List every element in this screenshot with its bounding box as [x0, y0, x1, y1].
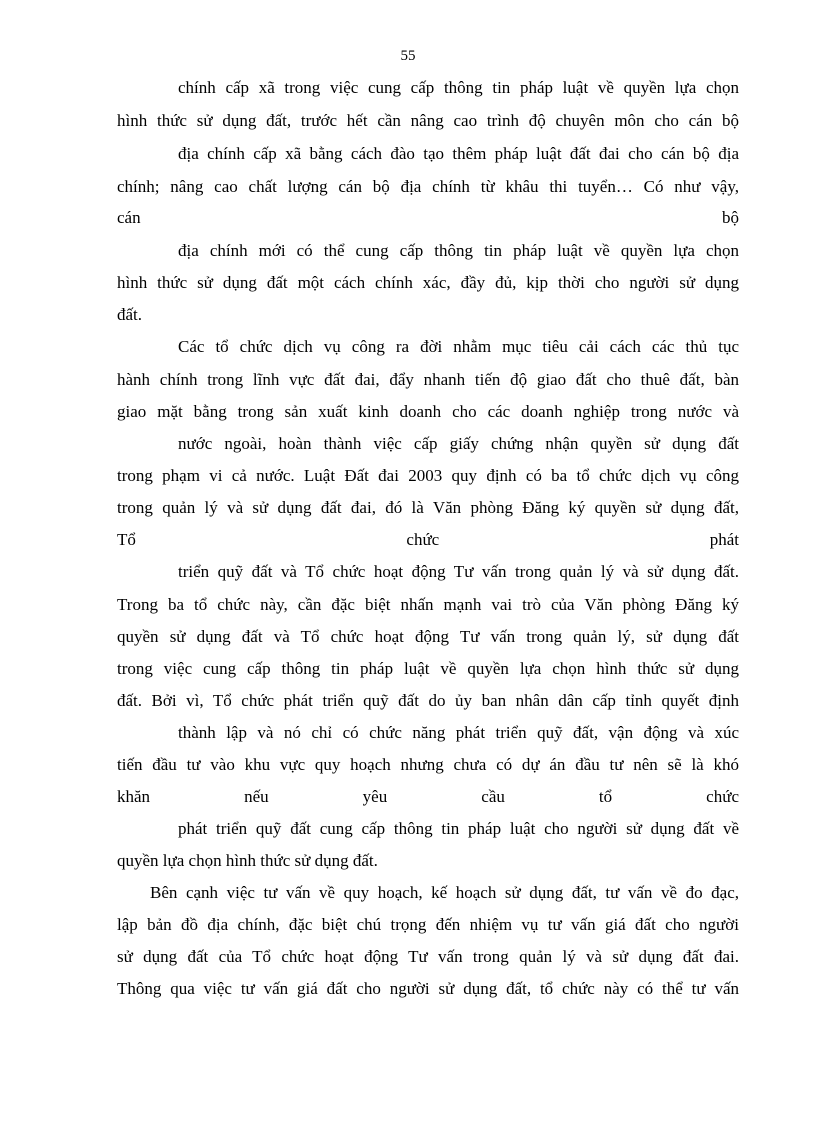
page-number: 55	[400, 48, 416, 64]
text-line: khăn nếu yêu cầu tổ chức	[117, 787, 739, 806]
text-line: trong việc cung cấp thông tin pháp luật về quyền lựa chọn hình thức sử dụng	[117, 659, 739, 678]
text-line: chính cấp xã trong việc cung cấp thông tin pháp luật về quyền lựa chọn	[178, 78, 739, 97]
text-line: Các tổ chức dịch vụ công ra đời nhằm mục tiêu cải cách các thủ tục	[178, 337, 739, 356]
text-line: Trong ba tổ chức này, cần đặc biệt nhấn mạnh vai trò của Văn phòng Đăng ký	[117, 595, 739, 614]
text-line: Bên cạnh việc tư vấn về quy hoạch, kế hoạch sử dụng đất, tư vấn về đo đạc,	[150, 883, 739, 902]
text-line: triển quỹ đất và Tổ chức hoạt động Tư vấn trong quản lý và sử dụng đất.	[178, 562, 739, 581]
text-line: tiến đầu tư vào khu vực quy hoạch nhưng chưa có dự án đầu tư nên sẽ là khó	[117, 755, 739, 774]
text-line: nước ngoài, hoàn thành việc cấp giấy chứng nhận quyền sử dụng đất	[178, 434, 739, 453]
text-line: thành lập và nó chỉ có chức năng phát triển quỹ đất, vận động và xúc	[178, 723, 739, 742]
text-line: trong phạm vi cả nước. Luật Đất đai 2003 quy định có ba tổ chức dịch vụ công	[117, 466, 739, 485]
text-line: địa chính cấp xã bằng cách đào tạo thêm pháp luật đất đai cho cán bộ địa	[178, 144, 739, 163]
text-line: trong quản lý và sử dụng đất đai, đó là Văn phòng Đăng ký quyền sử dụng đất,	[117, 498, 739, 517]
text-line: sử dụng đất của Tổ chức hoạt động Tư vấn trong quản lý và sử dụng đất đai.	[117, 947, 739, 966]
text-line: quyền sử dụng đất và Tổ chức hoạt động Tư vấn trong quản lý, sử dụng đất	[117, 627, 739, 646]
text-line: chính; nâng cao chất lượng cán bộ địa chính từ khâu thi tuyển… Có như vậy,	[117, 177, 739, 196]
text-line: cán bộ	[117, 208, 739, 227]
text-line: phát triển quỹ đất cung cấp thông tin pháp luật cho người sử dụng đất về	[178, 819, 739, 838]
text-line: đất. Bởi vì, Tổ chức phát triển quỹ đất do ủy ban nhân dân cấp tỉnh quyết định	[117, 691, 739, 710]
text-line: giao mặt bằng trong sản xuất kinh doanh cho các doanh nghiệp trong nước và	[117, 402, 739, 421]
text-line: lập bản đồ địa chính, đặc biệt chú trọng đến nhiệm vụ tư vấn giá đất cho người	[117, 915, 739, 934]
text-line: đất.	[117, 305, 143, 324]
text-line: Tổ chức phát	[117, 530, 739, 549]
text-line: địa chính mới có thể cung cấp thông tin pháp luật về quyền lựa chọn	[178, 241, 739, 260]
text-line: hành chính trong lĩnh vực đất đai, đẩy nhanh tiến độ giao đất cho thuê đất, bàn	[117, 370, 739, 389]
text-line: quyền lựa chọn hình thức sử dụng đất.	[117, 851, 378, 870]
text-line: hình thức sử dụng đất một cách chính xác, đầy đủ, kịp thời cho người sử dụng	[117, 273, 739, 292]
text-line: hình thức sử dụng đất, trước hết cần nâng cao trình độ chuyên môn cho cán bộ	[117, 111, 739, 130]
text-line: Thông qua việc tư vấn giá đất cho người sử dụng đất, tổ chức này có thể tư vấn	[117, 979, 739, 998]
